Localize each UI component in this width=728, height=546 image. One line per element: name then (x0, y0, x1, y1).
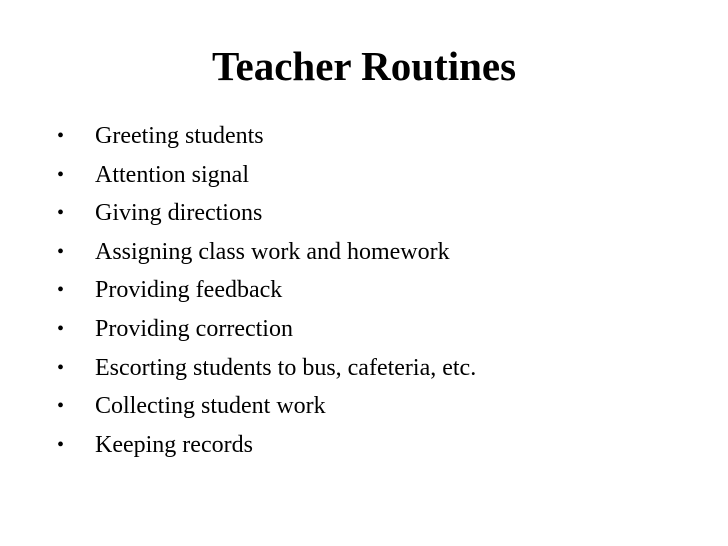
list-item (57, 194, 476, 233)
bullet-icon: • (57, 356, 65, 379)
list-item (57, 156, 476, 195)
list-item (57, 271, 476, 310)
list-item-text: Providing feedback (95, 277, 283, 304)
bullet-icon: • (57, 395, 65, 418)
bullet-list (57, 117, 476, 464)
list-item (57, 387, 476, 426)
list-item (57, 426, 476, 465)
list-item (57, 117, 476, 156)
bullet-icon: • (57, 279, 65, 302)
list-item-text: Escorting students to bus, cafeteria, etc. (95, 354, 477, 381)
bullet-icon: • (57, 202, 65, 225)
list-item-text: Attention signal (95, 161, 249, 188)
list-item (57, 349, 476, 388)
bullet-icon: • (57, 433, 65, 456)
list-item-text: Providing correction (95, 315, 293, 342)
list-item-text: Giving directions (95, 200, 263, 227)
bullet-icon: • (57, 240, 65, 263)
bullet-icon: • (57, 125, 65, 147)
bullet-icon: • (57, 317, 65, 340)
slide-title: Teacher Routines (211, 43, 517, 89)
list-item-text: Collecting student work (95, 393, 326, 420)
list-item (57, 310, 476, 349)
list-item (57, 233, 476, 272)
bullet-icon: • (57, 163, 65, 186)
list-item-text: Assigning class work and homework (95, 238, 450, 265)
list-item-text: Keeping records (95, 431, 253, 458)
list-item-text: Greeting students (95, 123, 264, 149)
